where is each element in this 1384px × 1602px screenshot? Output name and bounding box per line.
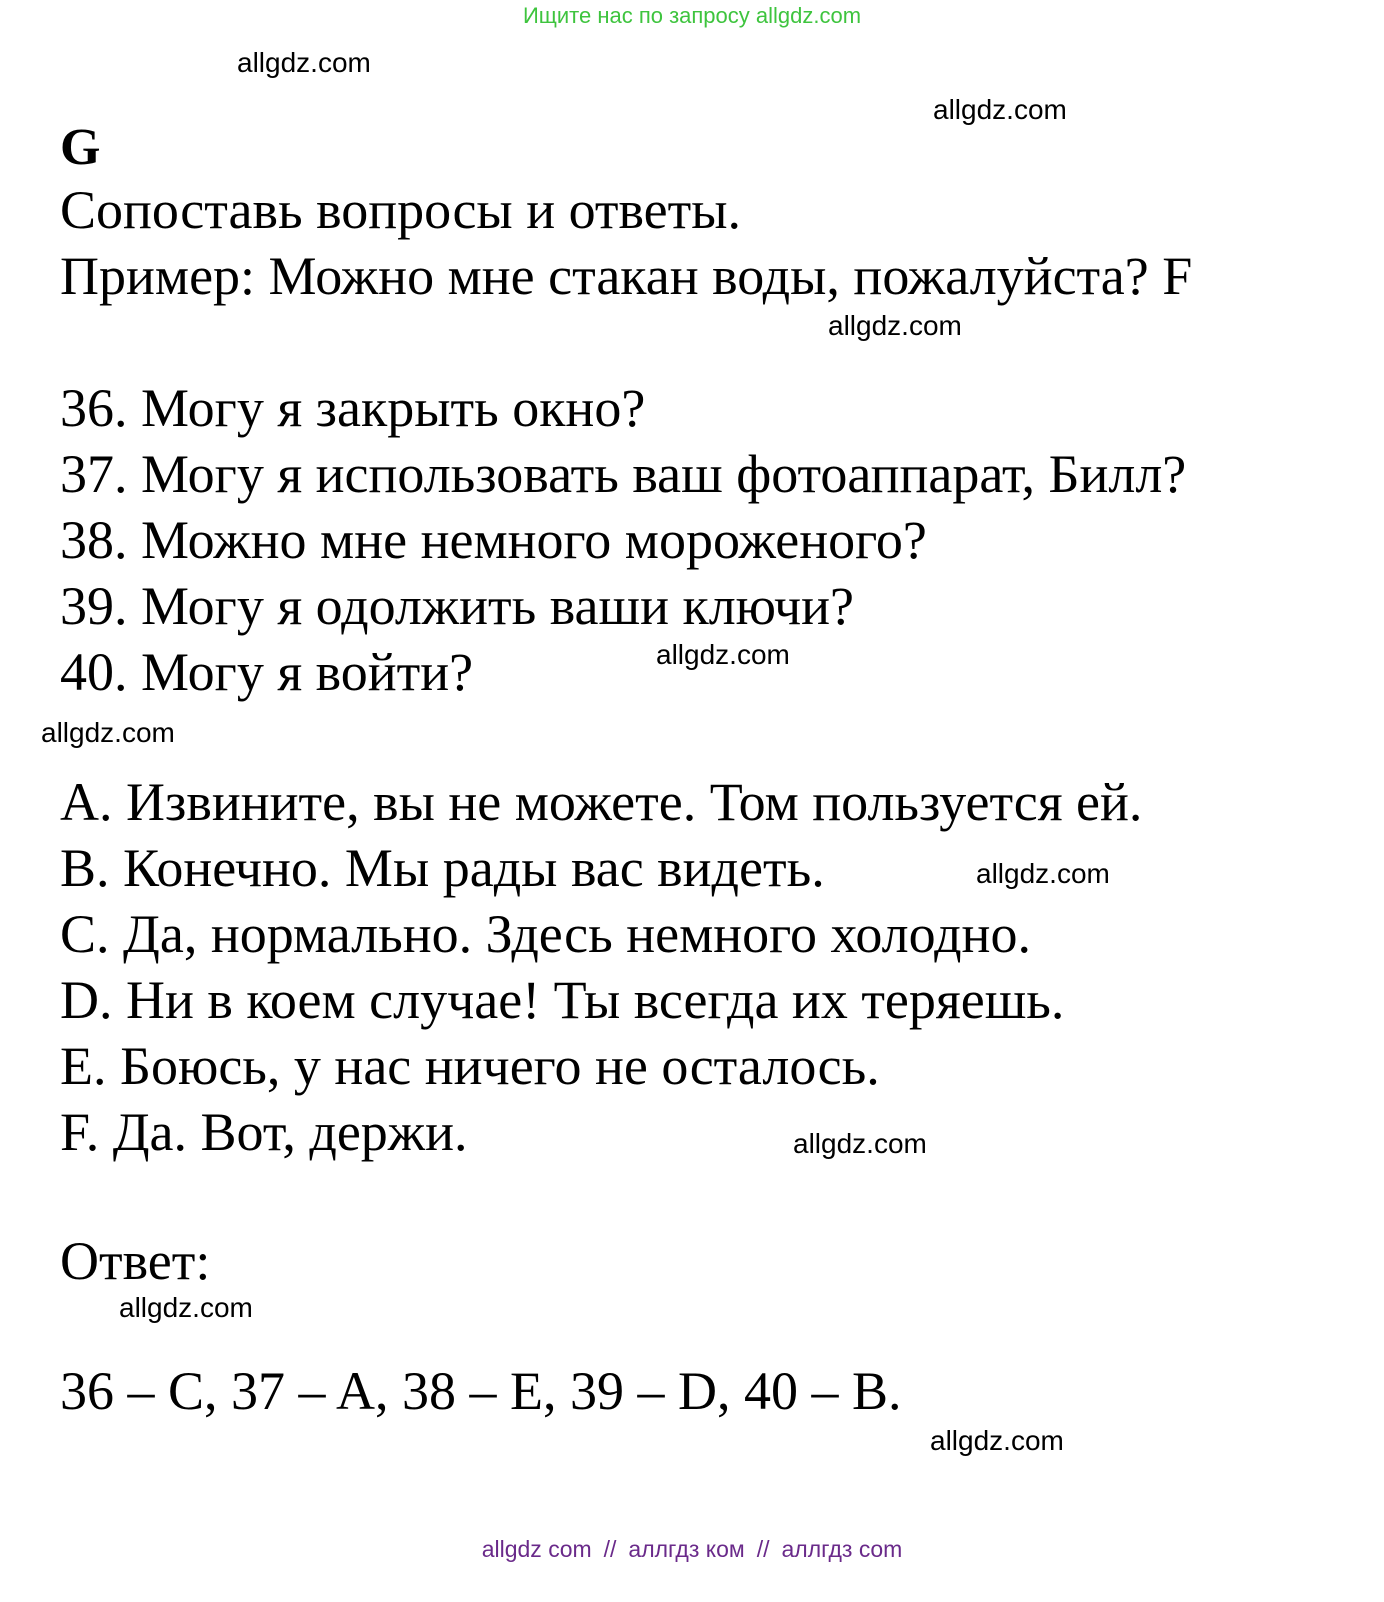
footer-link[interactable]: аллгдз com <box>781 1536 903 1562</box>
answer-item: B. Конечно. Мы рады вас видеть. <box>60 838 825 898</box>
exercise-letter: G <box>60 119 101 176</box>
question-item: 38. Можно мне немного мороженого? <box>60 510 927 570</box>
example: Пример: Можно мне стакан воды, пожалуйста? F <box>60 246 1193 306</box>
watermark: allgdz.com <box>793 1128 927 1159</box>
watermark: allgdz.com <box>656 639 790 670</box>
footer-links <box>0 1534 1384 1564</box>
solution: 36 – C, 37 – A, 38 – E, 39 – D, 40 – B. <box>60 1361 902 1421</box>
footer-link[interactable]: allgdz com <box>481 1536 592 1562</box>
answer-item: F. Да. Вот, держи. <box>60 1102 468 1162</box>
top-banner-link[interactable]: Ищите нас по запросу allgdz.com <box>522 3 862 28</box>
footer-separator: // <box>603 1536 617 1562</box>
answer-item: A. Извините, вы не можете. Том пользуется ей. <box>60 772 1143 832</box>
answer-item: C. Да, нормально. Здесь немного холодно. <box>60 904 1031 964</box>
footer-separator: // <box>756 1536 770 1562</box>
watermark: allgdz.com <box>119 1292 253 1323</box>
instruction: Сопоставь вопросы и ответы. <box>60 180 742 240</box>
question-item: 40. Могу я войти? <box>60 642 474 702</box>
answer-label: Ответ: <box>60 1231 211 1291</box>
watermark: allgdz.com <box>41 717 175 748</box>
watermark: allgdz.com <box>933 94 1067 125</box>
question-item: 39. Могу я одолжить ваши ключи? <box>60 576 854 636</box>
answer-item: D. Ни в коем случае! Ты всегда их теряешь. <box>60 970 1065 1030</box>
watermark: allgdz.com <box>828 310 962 341</box>
footer-link[interactable]: аллгдз ком <box>628 1536 745 1562</box>
question-item: 36. Могу я закрыть окно? <box>60 378 646 438</box>
watermark: allgdz.com <box>237 47 371 78</box>
question-item: 37. Могу я использовать ваш фотоаппарат, Билл? <box>60 444 1187 504</box>
answer-item: E. Боюсь, у нас ничего не осталось. <box>60 1036 880 1096</box>
watermark: allgdz.com <box>976 858 1110 889</box>
watermark: allgdz.com <box>930 1425 1064 1456</box>
